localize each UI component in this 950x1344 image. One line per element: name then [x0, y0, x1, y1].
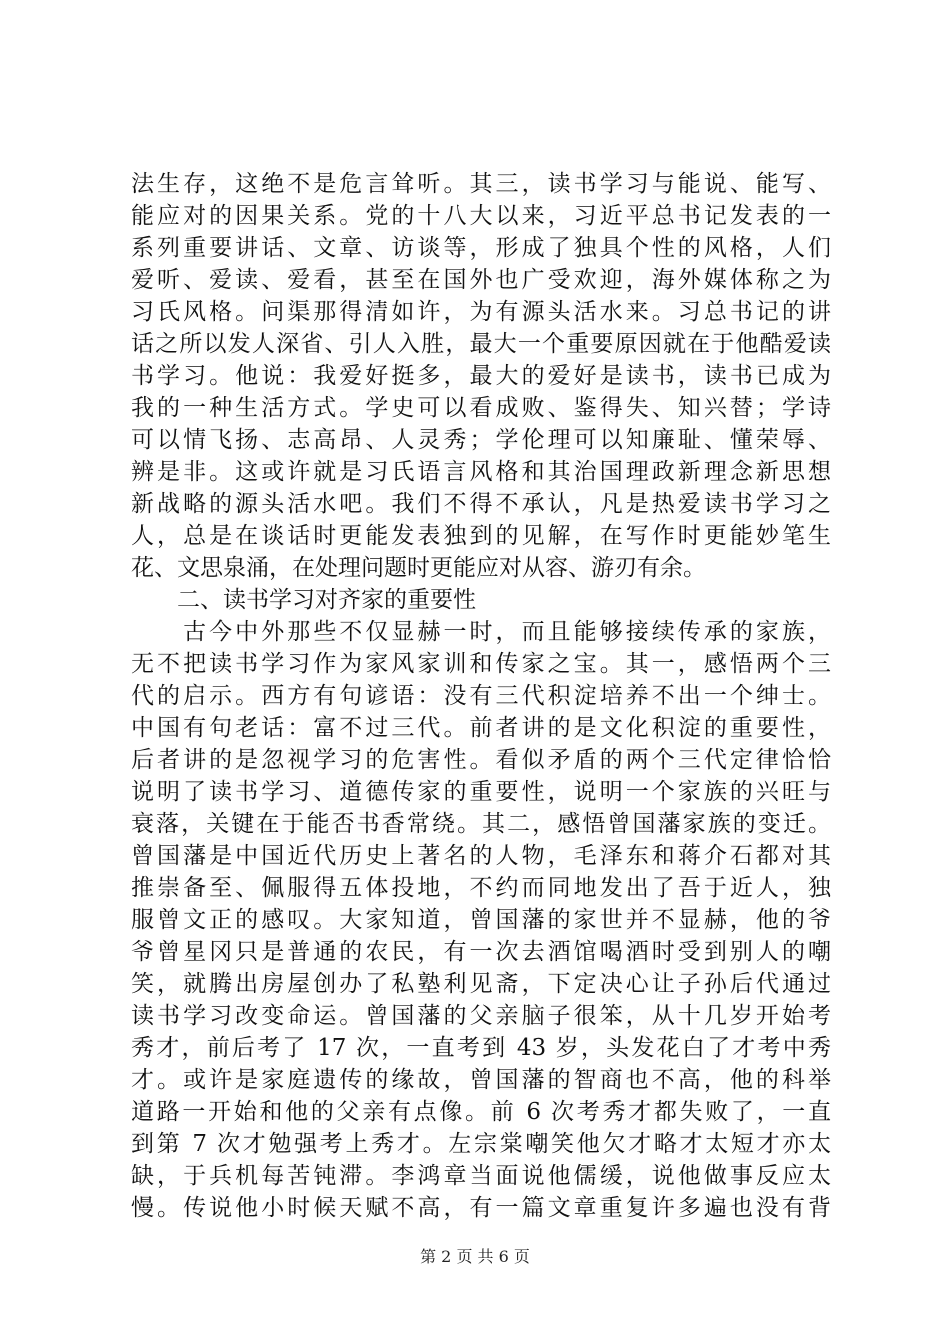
- text-line: 代的启示。西方有句谚语：没有三代积淀培养不出一个绅士。: [131, 683, 831, 709]
- text-line: 推崇备至、佩服得五体投地，不约而同地发出了吾于近人，独: [131, 875, 831, 901]
- text-line: 习氏风格。问渠那得清如许，为有源头活水来。习总书记的讲: [131, 299, 831, 325]
- text-line: 可以情飞扬、志高昂、人灵秀；学伦理可以知廉耻、懂荣辱、: [131, 427, 831, 453]
- text-line: 能应对的因果关系。党的十八大以来，习近平总书记发表的一: [131, 203, 831, 229]
- text-line: 辨是非。这或许就是习氏语言风格和其治国理政新理念新思想: [131, 459, 831, 485]
- text-line: 缺，于兵机每苦钝滞。李鸿章当面说他儒缓，说他做事反应太: [131, 1163, 831, 1189]
- text-line: 说明了读书学习、道德传家的重要性，说明一个家族的兴旺与: [131, 779, 831, 805]
- text-line: 法生存，这绝不是危言耸听。其三，读书学习与能说、能写、: [131, 171, 831, 197]
- text-line: 我的一种生活方式。学史可以看成败、鉴得失、知兴替；学诗: [131, 395, 831, 421]
- text-line: 书学习。他说：我爱好挺多，最大的爱好是读书，读书已成为: [131, 363, 831, 389]
- text-line: 慢。传说他小时候天赋不高，有一篇文章重复许多遍也没有背: [131, 1195, 831, 1221]
- text-line: 二、读书学习对齐家的重要性: [131, 587, 476, 613]
- text-line: 读书学习改变命运。曾国藩的父亲脑子很笨，从十几岁开始考: [131, 1003, 831, 1029]
- text-line: 新战略的源头活水吧。我们不得不承认，凡是热爱读书学习之: [131, 491, 831, 517]
- text-line: 中国有句老话：富不过三代。前者讲的是文化积淀的重要性，: [131, 715, 831, 741]
- text-line: 古今中外那些不仅显赫一时，而且能够接续传承的家族，: [131, 619, 831, 645]
- text-line: 秀才，前后考了 17 次，一直考到 43 岁，头发花白了才考中秀: [131, 1035, 831, 1061]
- page-footer: 第 2 页 共 6 页: [420, 1247, 530, 1266]
- text-line: 服曾文正的感叹。大家知道，曾国藩的家世并不显赫，他的爷: [131, 907, 831, 933]
- text-line: 后者讲的是忽视学习的危害性。看似矛盾的两个三代定律恰恰: [131, 747, 831, 773]
- text-line: 无不把读书学习作为家风家训和传家之宝。其一，感悟两个三: [131, 651, 831, 677]
- text-line: 花、文思泉涌，在处理问题时更能应对从容、游刃有余。: [131, 555, 706, 581]
- text-line: 到第 7 次才勉强考上秀才。左宗棠嘲笑他欠才略才太短才亦太: [131, 1131, 831, 1157]
- text-line: 爱听、爱读、爱看，甚至在国外也广受欢迎，海外媒体称之为: [131, 267, 831, 293]
- text-line: 笑，就腾出房屋创办了私塾利见斋，下定决心让子孙后代通过: [131, 971, 831, 997]
- text-line: 爷曾星冈只是普通的农民，有一次去酒馆喝酒时受到别人的嘲: [131, 939, 831, 965]
- text-line: 道路一开始和他的父亲有点像。前 6 次考秀才都失败了，一直: [131, 1099, 831, 1125]
- text-line: 才。或许是家庭遗传的缘故，曾国藩的智商也不高，他的科举: [131, 1067, 831, 1093]
- text-line: 衰落，关键在于能否书香常绕。其二，感悟曾国藩家族的变迁。: [131, 811, 831, 837]
- text-line: 系列重要讲话、文章、访谈等，形成了独具个性的风格，人们: [131, 235, 831, 261]
- text-line: 人，总是在谈话时更能发表独到的见解，在写作时更能妙笔生: [131, 523, 831, 549]
- body-text: [131, 168, 831, 1224]
- text-line: 曾国藩是中国近代历史上著名的人物，毛泽东和蒋介石都对其: [131, 843, 831, 869]
- text-line: 话之所以发人深省、引人入胜，最大一个重要原因就在于他酷爱读: [131, 331, 831, 357]
